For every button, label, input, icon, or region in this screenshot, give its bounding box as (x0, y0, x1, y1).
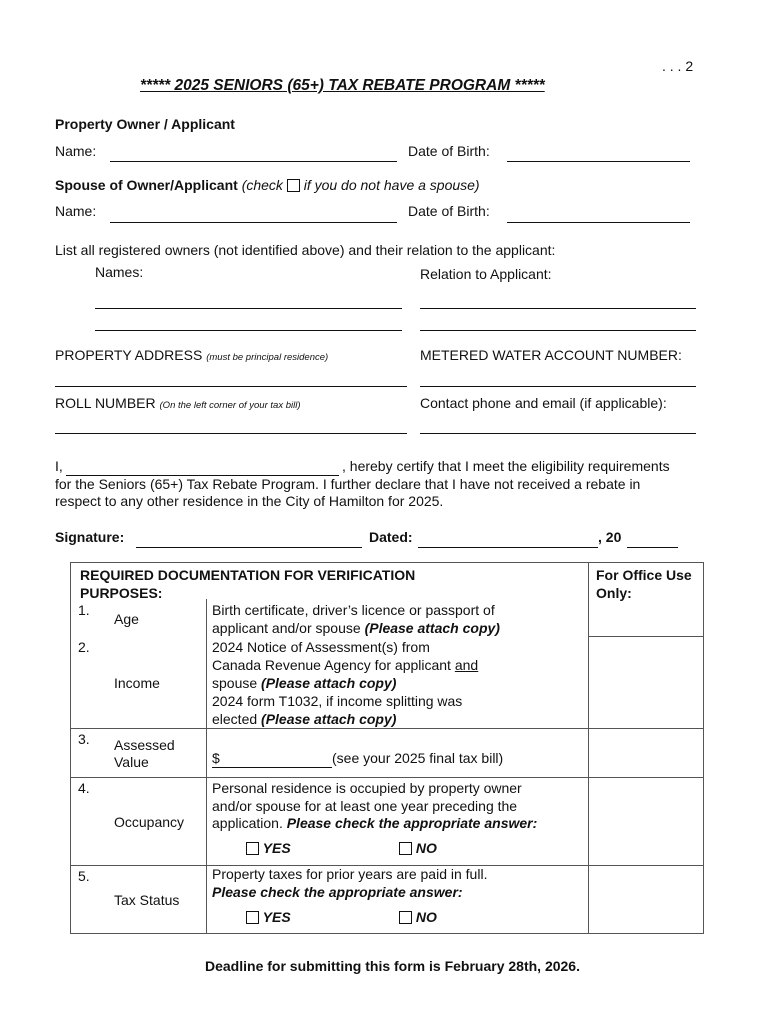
spouse-check-suffix: if you do not have a spouse) (303, 177, 480, 193)
spouse-dob-field[interactable] (507, 222, 690, 223)
row2-and: and (454, 657, 479, 673)
page-number: . . . 2 (662, 58, 694, 74)
water-account-field[interactable] (420, 386, 696, 387)
occupancy-no-checkbox[interactable] (399, 842, 412, 855)
row5-desc-line1: Property taxes for prior years are paid in full. (212, 866, 488, 882)
row2-number: 2. (78, 639, 90, 655)
roll-number-label: ROLL NUMBER (55, 395, 156, 411)
row2-desc-line4: 2024 form T1032, if income splitting was (212, 693, 463, 709)
row4-check-instruction: Please check the appropriate answer: (286, 815, 538, 831)
owner-dob-label: Date of Birth: (408, 143, 490, 159)
spouse-name-field[interactable] (110, 222, 397, 223)
occupancy-no-option[interactable] (399, 839, 437, 857)
row2-desc-line5: elected (212, 711, 258, 727)
row2-desc-line2-row (212, 656, 478, 674)
no-spouse-checkbox[interactable] (287, 179, 300, 192)
owner-dob-field[interactable] (507, 161, 690, 162)
desc-column-divider (206, 599, 207, 933)
row3-note: (see your 2025 final tax bill) (332, 750, 504, 766)
row5-number: 5. (78, 868, 90, 884)
assessed-value-field[interactable] (212, 749, 332, 768)
owner-name-field[interactable] (110, 161, 397, 162)
owner-name-line-1[interactable] (95, 308, 402, 309)
contact-field[interactable] (420, 433, 696, 434)
documentation-table (70, 562, 704, 934)
spouse-heading-row (55, 177, 480, 194)
property-address-note: (must be principal residence) (206, 352, 329, 363)
row3-label-line1: Assessed (114, 737, 175, 753)
signature-field[interactable] (136, 547, 362, 548)
row3-number: 3. (78, 731, 90, 747)
property-address-label-row (55, 347, 328, 366)
names-label: Names: (95, 264, 144, 280)
office-row-divider-1 (588, 636, 704, 637)
taxstatus-no-label: NO (415, 909, 437, 925)
occupancy-no-label: NO (415, 840, 437, 856)
spouse-dob-label: Date of Birth: (408, 203, 490, 219)
row5-check-instruction: Please check the appropriate answer: (212, 884, 463, 900)
form-title: ***** 2025 SENIORS (65+) TAX REBATE PROGRAM ***** (140, 77, 545, 94)
property-address-label: PROPERTY ADDRESS (55, 347, 203, 363)
taxstatus-yes-label: YES (262, 909, 291, 925)
row1-attach: (Please attach copy) (364, 620, 500, 636)
spouse-heading: Spouse of Owner/Applicant (55, 177, 238, 193)
property-address-field[interactable] (55, 386, 407, 387)
date-field[interactable] (418, 547, 598, 548)
roll-number-label-row (55, 395, 301, 414)
year-field[interactable] (627, 547, 678, 548)
row2-desc-line1: 2024 Notice of Assessment(s) from (212, 639, 430, 655)
owner-name-label: Name: (55, 143, 97, 159)
cert-line2: for the Seniors (65+) Tax Rebate Program. I further declare that I have not received a rebate in (55, 476, 641, 492)
row3-assessed-row (212, 749, 503, 768)
row1-desc-line2-row (212, 619, 500, 637)
taxstatus-yes-checkbox[interactable] (246, 911, 259, 924)
row2-label: Income (114, 675, 160, 691)
row2-desc-line3: spouse (212, 675, 258, 691)
owners-intro: List all registered owners (not identified above) and their relation to the applicant: (55, 242, 556, 258)
row1-label: Age (114, 611, 139, 627)
row2-desc-line3-row (212, 674, 396, 692)
row-divider-2-3 (71, 728, 588, 729)
taxstatus-no-checkbox[interactable] (399, 911, 412, 924)
row4-number: 4. (78, 780, 90, 796)
occupancy-yes-checkbox[interactable] (246, 842, 259, 855)
contact-label: Contact phone and email (if applicable): (420, 395, 667, 411)
owner-heading: Property Owner / Applicant (55, 116, 235, 132)
deadline-notice: Deadline for submitting this form is February 28th, 2026. (205, 958, 580, 974)
row4-desc-line3-row (212, 814, 537, 832)
roll-number-note: (On the left corner of your tax bill) (159, 400, 301, 411)
cert-line3: respect to any other residence in the City of Hamilton for 2025. (55, 493, 444, 509)
spouse-check-prefix: (check (241, 177, 283, 193)
relation-label: Relation to Applicant: (420, 266, 552, 282)
office-row-divider-2 (588, 728, 704, 729)
row2-attach-1: (Please attach copy) (261, 675, 397, 691)
row1-desc-line2: applicant and/or spouse (212, 620, 361, 636)
table-heading-line2: PURPOSES: (80, 585, 163, 601)
year-prefix: , 20 (598, 529, 622, 545)
roll-number-field[interactable] (55, 433, 407, 434)
water-account-label: METERED WATER ACCOUNT NUMBER: (420, 347, 682, 363)
owner-name-line-2[interactable] (95, 330, 402, 331)
dated-label: Dated: (369, 529, 413, 545)
row4-desc-line2: and/or spouse for at least one year preceding the (212, 798, 518, 814)
occupancy-yes-label: YES (262, 840, 291, 856)
table-heading-line1: REQUIRED DOCUMENTATION FOR VERIFICATION (80, 567, 416, 583)
office-use-line2: Only: (596, 585, 632, 601)
office-use-line1: For Office Use (596, 567, 692, 583)
row5-label: Tax Status (114, 892, 180, 908)
row2-desc-line5-row (212, 710, 396, 728)
relation-line-1[interactable] (420, 308, 696, 309)
row1-number: 1. (78, 602, 90, 618)
signature-label: Signature: (55, 529, 125, 545)
occupancy-yes-option[interactable] (246, 839, 291, 857)
dollar-sign: $ (212, 750, 220, 766)
row1-desc-line1: Birth certificate, driver’s licence or passport of (212, 602, 495, 618)
row2-attach-2: (Please attach copy) (261, 711, 397, 727)
relation-line-2[interactable] (420, 330, 696, 331)
row4-label: Occupancy (114, 814, 185, 830)
row3-label-line2: Value (114, 754, 149, 770)
cert-prefix: I, (55, 458, 63, 474)
row4-desc-line1: Personal residence is occupied by property owner (212, 780, 522, 796)
taxstatus-yes-option[interactable] (246, 908, 291, 926)
row-divider-3-4 (71, 777, 704, 778)
taxstatus-no-option[interactable] (399, 908, 437, 926)
row4-desc-line3: application. (212, 815, 283, 831)
cert-line1-suffix: , hereby certify that I meet the eligibility requirements (342, 458, 670, 474)
spouse-name-label: Name: (55, 203, 97, 219)
row2-desc-line2: Canada Revenue Agency for applicant (212, 657, 451, 673)
office-column-divider (588, 563, 589, 933)
